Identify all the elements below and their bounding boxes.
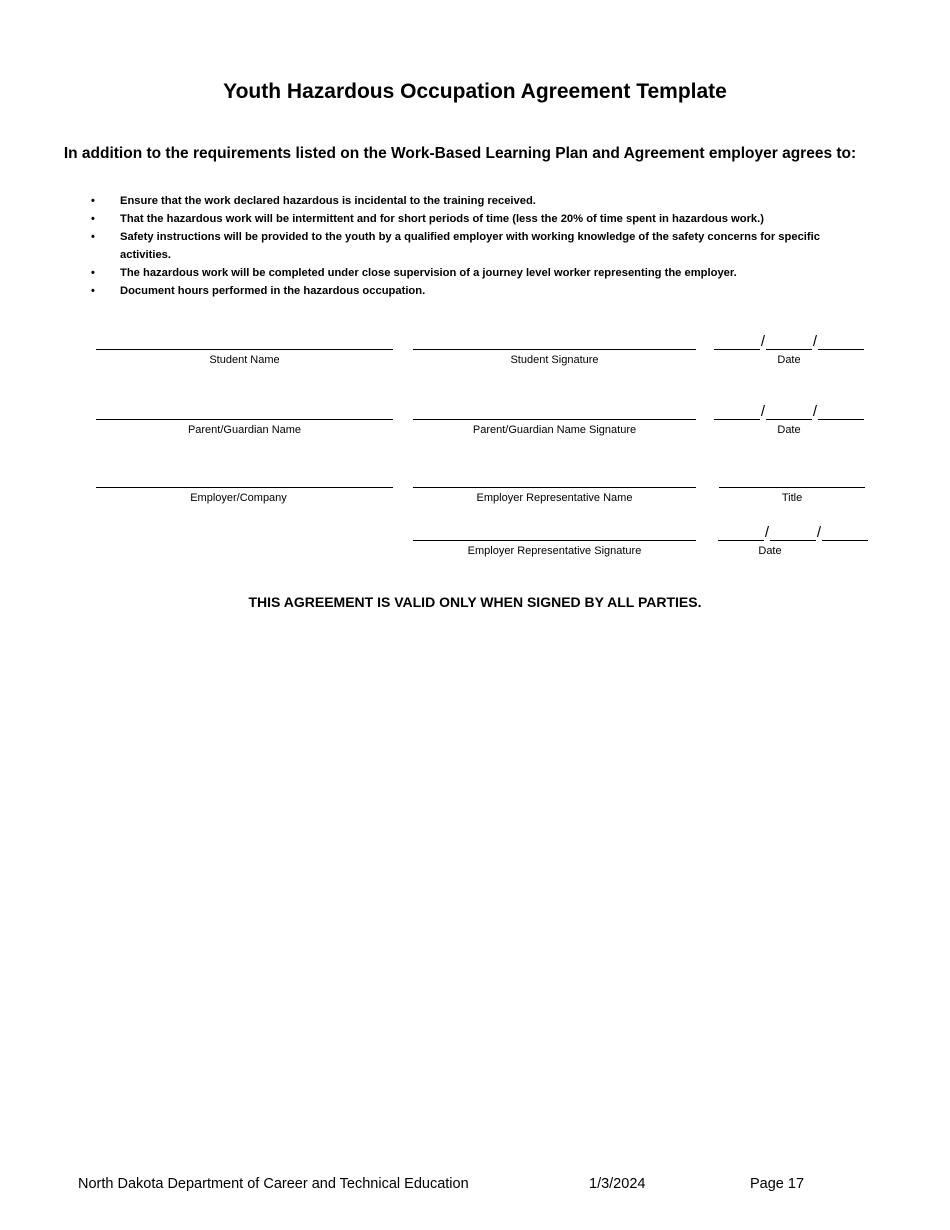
parent-name-label: Parent/Guardian Name [187, 424, 302, 436]
student-signature-label: Student Signature [510, 354, 599, 366]
student-date-field[interactable] [714, 333, 864, 379]
validity-notice: THIS AGREEMENT IS VALID ONLY WHEN SIGNED BY ALL PARTIES. [248, 594, 702, 610]
signature-line [96, 487, 393, 488]
date-blanks: / / [718, 525, 868, 541]
employer-date-field[interactable] [718, 524, 868, 570]
signature-line [413, 540, 696, 541]
parent-signature-label: Parent/Guardian Name Signature [472, 424, 637, 436]
employer-date-label: Date [758, 545, 782, 557]
list-item-text: Document hours performed in the hazardous occupation. [120, 284, 426, 297]
footer-page-number: Page 17 [750, 1176, 805, 1192]
list-item [91, 283, 851, 301]
list-item [91, 193, 851, 211]
student-date-label: Date [777, 354, 801, 366]
signature-line [96, 419, 393, 420]
bullet-icon: • [91, 213, 95, 226]
footer-organization: North Dakota Department of Career and Technical Education [78, 1176, 469, 1192]
list-item [91, 265, 851, 283]
bullet-icon: • [91, 195, 95, 207]
signature-line [719, 487, 865, 488]
date-blanks: / / [714, 404, 864, 420]
requirements-list [91, 193, 851, 301]
bullet-icon: • [91, 266, 95, 279]
signature-line [413, 349, 696, 350]
list-item [91, 229, 851, 264]
list-item-text: That the hazardous work will be intermittent and for short periods of time (less the 20% of time spent in hazardous work.) [120, 213, 764, 226]
employer-rep-signature-field[interactable] [413, 540, 696, 570]
date-blanks: / / [714, 334, 864, 350]
employer-title-field[interactable] [719, 487, 865, 517]
list-item-text: Safety instructions will be provided to the youth by a qualified employer with working knowledge of the safety concerns for specific activities. [120, 231, 820, 261]
student-signature-field[interactable] [413, 349, 696, 379]
signature-line [96, 349, 393, 350]
employer-title-label: Title [781, 492, 803, 504]
employer-company-label: Employer/Company [190, 492, 287, 504]
intro-statement: In addition to the requirements listed on the Work-Based Learning Plan and Agreement employer agrees to: [63, 145, 857, 162]
page-title: Youth Hazardous Occupation Agreement Template [223, 80, 727, 103]
signature-line [413, 487, 696, 488]
employer-rep-signature-label: Employer Representative Signature [467, 545, 642, 557]
list-item-text: Ensure that the work declared hazardous is incidental to the training received. [120, 195, 536, 207]
list-item [91, 211, 851, 229]
employer-rep-name-field[interactable] [413, 487, 696, 517]
employer-rep-name-label: Employer Representative Name [476, 492, 633, 504]
parent-date-label: Date [777, 424, 801, 436]
bullet-icon: • [91, 231, 95, 244]
signature-line [413, 419, 696, 420]
list-item-text: The hazardous work will be completed under close supervision of a journey level worker representing the employer. [120, 266, 737, 279]
bullet-icon: • [91, 284, 95, 297]
parent-name-field[interactable] [96, 419, 393, 449]
parent-date-field[interactable] [714, 403, 864, 449]
footer-date: 1/3/2024 [589, 1176, 646, 1192]
student-name-label: Student Name [209, 354, 280, 366]
employer-company-field[interactable] [96, 487, 393, 517]
student-name-field[interactable] [96, 349, 393, 379]
parent-signature-field[interactable] [413, 419, 696, 449]
